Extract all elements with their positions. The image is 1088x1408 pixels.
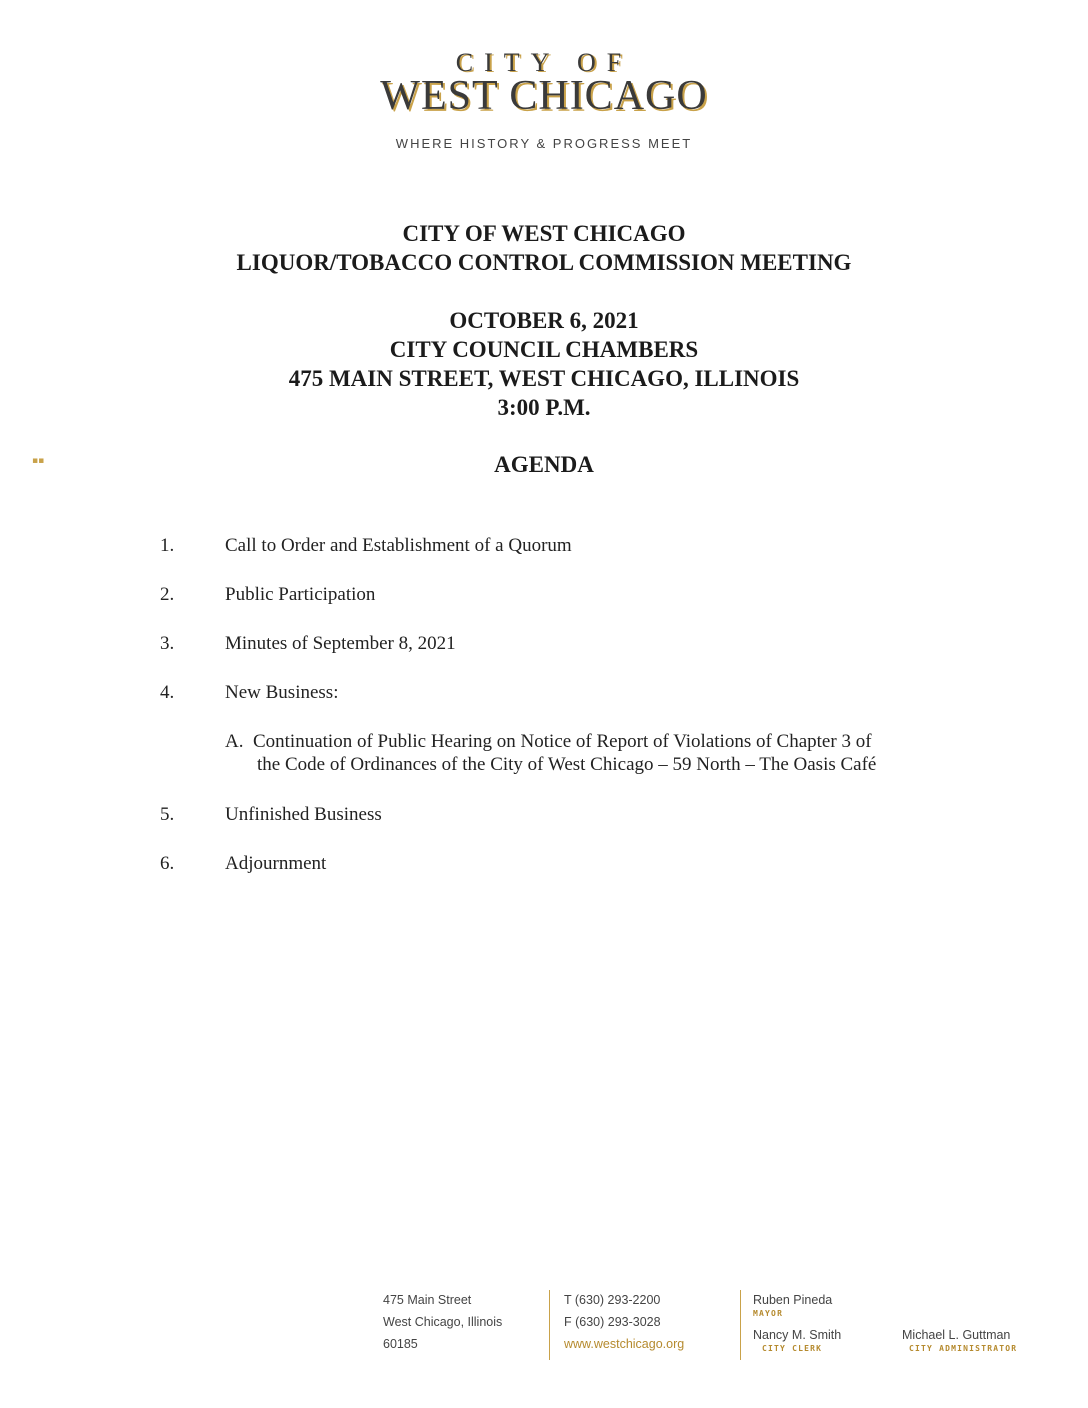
heading-commission: LIQUOR/TOBACCO CONTROL COMMISSION MEETING	[236, 250, 852, 275]
footer-phone: T (630) 293-2200	[564, 1293, 661, 1307]
footer-divider	[549, 1290, 550, 1360]
agenda-item-text: Public Participation	[225, 584, 376, 605]
agenda-item-text: Call to Order and Establishment of a Quorum	[225, 535, 572, 556]
sub-item-line2: the Code of Ordinances of the City of West Chicago – 59 North – The Oasis Café	[257, 754, 877, 775]
footer-address	[383, 1289, 502, 1355]
agenda-item-number: 4.	[160, 682, 175, 703]
official-clerk	[753, 1327, 841, 1354]
agenda-item-number: 1.	[160, 535, 175, 556]
footer-contact	[564, 1289, 684, 1355]
footer-zip: 60185	[383, 1337, 418, 1351]
sub-item-label: A.	[225, 731, 244, 752]
agenda-item-text: Unfinished Business	[225, 804, 382, 825]
official-mayor	[753, 1292, 832, 1319]
official-role: MAYOR	[753, 1309, 784, 1318]
agenda-item-number: 3.	[160, 633, 175, 654]
official-name: Ruben Pineda	[753, 1293, 833, 1307]
agenda-item-number: 5.	[160, 804, 175, 825]
meeting-address: 475 MAIN STREET, WEST CHICAGO, ILLINOIS	[288, 366, 800, 391]
agenda-item-text: Adjournment	[225, 853, 327, 874]
agenda-item-text: New Business:	[225, 682, 339, 703]
official-role: CITY CLERK	[762, 1344, 823, 1353]
footer-website-link[interactable]: www.westchicago.org	[564, 1337, 685, 1351]
scan-mark-icon: ▪▪	[32, 456, 45, 466]
heading-city: CITY OF WEST CHICAGO	[402, 221, 686, 246]
agenda-item-text: Minutes of September 8, 2021	[225, 633, 456, 654]
official-role: CITY ADMINISTRATOR	[909, 1344, 1018, 1353]
meeting-location: CITY COUNCIL CHAMBERS	[389, 337, 699, 362]
footer-street: 475 Main Street	[383, 1293, 472, 1307]
agenda-sub-item	[225, 730, 985, 776]
agenda-item-number: 6.	[160, 853, 175, 874]
official-name: Nancy M. Smith	[753, 1328, 842, 1342]
sub-item-line1: Continuation of Public Hearing on Notice of Report of Violations of Chapter 3 of	[252, 731, 872, 752]
meeting-time: 3:00 P.M.	[497, 395, 591, 420]
official-name: Michael L. Guttman	[902, 1328, 1011, 1342]
footer-fax: F (630) 293-3028	[564, 1315, 661, 1329]
official-administrator	[902, 1327, 1017, 1354]
agenda-title: AGENDA	[494, 452, 594, 477]
logo-city-of: CITY OF	[455, 48, 633, 77]
logo-west-chicago: WEST CHICAGO	[380, 73, 708, 119]
footer-divider	[740, 1290, 741, 1360]
logo-tagline: WHERE HISTORY & PROGRESS MEET	[395, 136, 693, 151]
agenda-item-number: 2.	[160, 584, 175, 605]
meeting-date: OCTOBER 6, 2021	[449, 308, 639, 333]
footer-city: West Chicago, Illinois	[383, 1315, 503, 1329]
